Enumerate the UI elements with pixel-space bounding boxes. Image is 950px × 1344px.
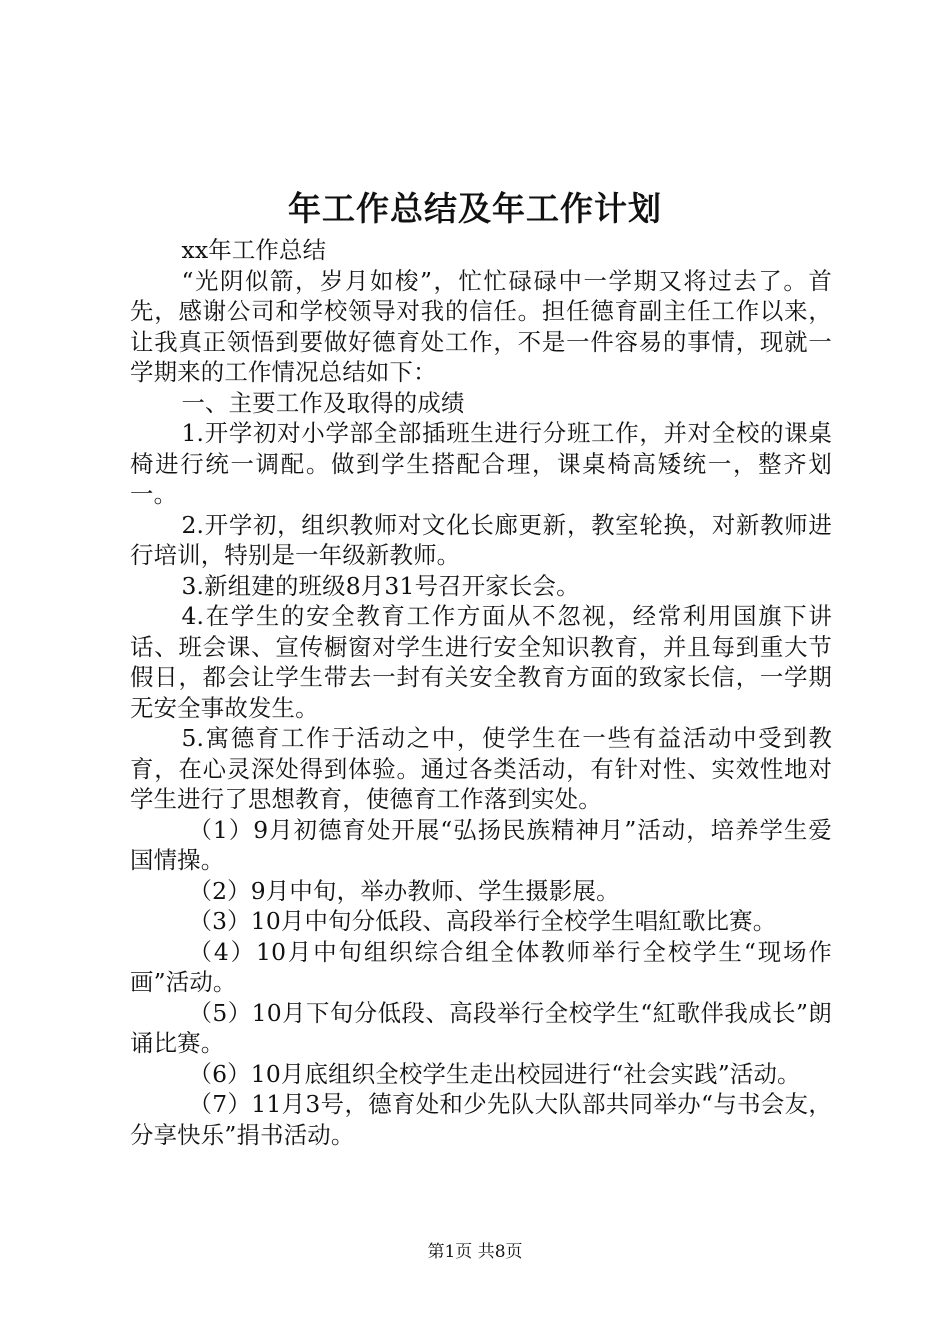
sub-item-paragraph: （3）10月中旬分低段、高段举行全校学生唱紅歌比赛。 — [188, 907, 777, 935]
document-body — [130, 235, 832, 1150]
sub-item-paragraph: （5）10月下旬分低段、高段举行全校学生“紅歌伴我成长”朗诵比赛。 — [130, 998, 832, 1057]
numbered-paragraph: 3.新组建的班级8月31号召开家长会。 — [181, 571, 580, 600]
document-title: 年工作总结及年工作计划 — [288, 189, 662, 228]
intro-paragraph: “光阴似箭，岁月如梭”，忙忙碌碌中一学期又将过去了。首先，感谢公司和学校领导对我的信任。担任德育副主任工作以来，让我真正领悟到要做好德育处工作，不是一件容易的事情，现就一学期来的工作情况总结如下： — [130, 266, 832, 386]
sub-item-paragraph: （2）9月中旬，举办教师、学生摄影展。 — [188, 876, 620, 905]
section-heading: 一、主要工作及取得的成绩 — [181, 388, 465, 417]
section-heading: xx年工作总结 — [181, 236, 327, 264]
sub-item-paragraph: （6）10月底组织全校学生走出校园进行“社会实践”活动。 — [188, 1059, 801, 1088]
numbered-paragraph: 1.开学初对小学部全部插班生进行分班工作，并对全校的课桌椅进行统一调配。做到学生搭配合理，课桌椅高矮统一，整齐划一。 — [130, 419, 832, 508]
numbered-paragraph: 2.开学初，组织教师对文化长廊更新，教室轮换，对新教师进行培训，特别是一年级新教师。 — [130, 510, 832, 569]
page-number: 第1页 共8页 — [427, 1242, 523, 1262]
sub-item-paragraph: （1）9月初德育处开展“弘扬民族精神月”活动，培养学生爱国情操。 — [130, 815, 832, 874]
numbered-paragraph: 4.在学生的安全教育工作方面从不忽视，经常利用国旗下讲话、班会课、宣传橱窗对学生进行安全知识教育，并且每到重大节假日，都会让学生带去一封有关安全教育方面的致家长信，一学期无安全事故发生。 — [130, 602, 832, 722]
sub-item-paragraph: （4）10月中旬组织综合组全体教师举行全校学生“现场作画”活动。 — [130, 937, 832, 996]
sub-item-paragraph: （7）11月3号，德育处和少先队大队部共同举办“与书会友，分享快乐”捐书活动。 — [130, 1090, 832, 1149]
numbered-paragraph: 5.寓德育工作于活动之中，使学生在一些有益活动中受到教育，在心灵深处得到体验。通过各类活动，有针对性、实效性地对学生进行了思想教育，使德育工作落到实处。 — [130, 724, 832, 813]
